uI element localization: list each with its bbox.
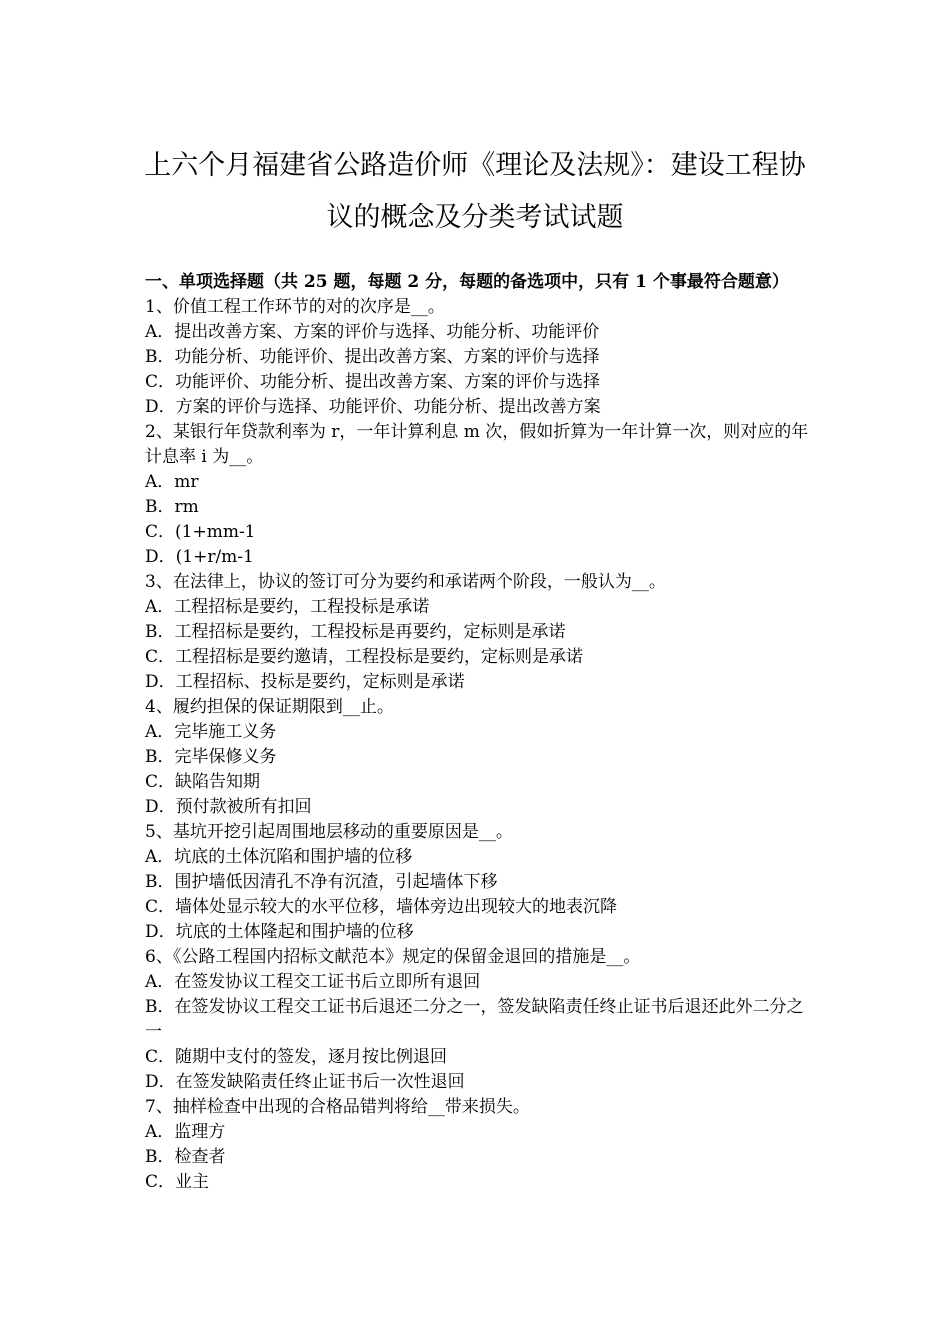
option-c: C．随期中支付的签发，逐月按比例退回 [145, 1047, 448, 1067]
option-d: D．坑底的土体隆起和围护墙的位移 [145, 922, 414, 942]
question-6 [145, 945, 810, 1095]
option-a: A．监理方 [145, 1122, 226, 1142]
question-stem: 6、《公路工程国内招标文献范本》规定的保留金退回的措施是__。 [145, 947, 641, 967]
option-b: B．检查者 [145, 1147, 226, 1167]
option-d: D．在签发缺陷责任终止证书后一次性退回 [145, 1072, 465, 1092]
option-b: B．在签发协议工程交工证书后退还二分之一，签发缺陷责任终止证书后退还此外二分之一 [145, 997, 804, 1042]
question-4 [145, 695, 810, 820]
option-c: C．功能评价、功能分析、提出改善方案、方案的评价与选择 [145, 372, 601, 392]
option-c: C．工程招标是要约邀请，工程投标是要约，定标则是承诺 [145, 647, 584, 667]
question-1 [145, 295, 810, 420]
option-b: B．rm [145, 497, 199, 517]
option-b: B．完毕保修义务 [145, 747, 277, 767]
option-c: C．(1+mm-1 [145, 522, 256, 542]
page-title [140, 140, 810, 244]
question-5 [145, 820, 810, 945]
question-stem: 3、在法律上，协议的签订可分为要约和承诺两个阶段，一般认为__。 [145, 572, 666, 592]
option-d: D．工程招标、投标是要约，定标则是承诺 [145, 672, 465, 692]
option-d: D．预付款被所有扣回 [145, 797, 312, 817]
option-c: C．墙体处显示较大的水平位移，墙体旁边出现较大的地表沉降 [145, 897, 618, 917]
option-a: A．mr [145, 472, 199, 492]
option-c: C．业主 [145, 1172, 210, 1192]
option-b: B．工程招标是要约，工程投标是再要约，定标则是承诺 [145, 622, 566, 642]
title-line-1: 上六个月福建省公路造价师《理论及法规》：建设工程协 [144, 150, 806, 181]
option-a: A．在签发协议工程交工证书后立即所有退回 [145, 972, 481, 992]
section-heading: 一、单项选择题（共 25 题，每题 2 分，每题的备选项中，只有 1 个事最符合题意） [145, 272, 789, 292]
question-stem: 5、基坑开挖引起周围地层移动的重要原因是__。 [145, 822, 513, 842]
question-3 [145, 570, 810, 695]
question-stem: 4、履约担保的保证期限到__止。 [145, 697, 394, 717]
question-stem: 2、某银行年贷款利率为 r，一年计算利息 m 次，假如折算为一年计算一次，则对应的年计息率 i 为__。 [145, 422, 809, 467]
question-stem: 1、价值工程工作环节的对的次序是__。 [145, 297, 445, 317]
option-b: B．功能分析、功能评价、提出改善方案、方案的评价与选择 [145, 347, 600, 367]
question-stem: 7、抽样检查中出现的合格品错判将给__带来损失。 [145, 1097, 530, 1117]
option-a: A．工程招标是要约，工程投标是承诺 [145, 597, 430, 617]
title-line-2: 议的概念及分类考试试题 [326, 202, 624, 233]
question-7 [145, 1095, 810, 1195]
option-d: D．(1+r/m-1 [145, 547, 254, 567]
option-c: C．缺陷告知期 [145, 772, 261, 792]
question-2 [145, 420, 810, 570]
option-d: D．方案的评价与选择、功能评价、功能分析、提出改善方案 [145, 397, 601, 417]
option-a: A．坑底的土体沉陷和围护墙的位移 [145, 847, 413, 867]
option-a: A．提出改善方案、方案的评价与选择、功能分析、功能评价 [145, 322, 600, 342]
option-b: B．围护墙低因清孔不净有沉渣，引起墙体下移 [145, 872, 498, 892]
option-a: A．完毕施工义务 [145, 722, 277, 742]
document-body [145, 270, 810, 1195]
